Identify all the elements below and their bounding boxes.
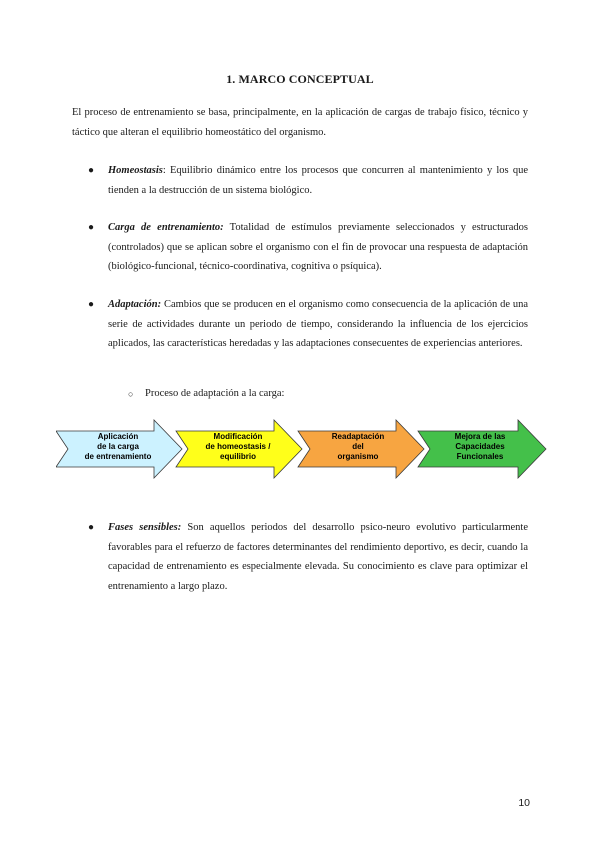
flow-step-3-line-3: organismo xyxy=(337,452,379,461)
flow-step-4-line-3: Funcionales xyxy=(456,452,504,461)
bullet-adaptacion xyxy=(88,295,528,354)
bullet-icon: ● xyxy=(88,165,95,176)
flow-step-3-line-1: Readaptación xyxy=(331,432,385,441)
flow-step-readaptacion xyxy=(298,420,424,478)
bullet-homeostasis xyxy=(88,161,528,200)
flow-step-aplicacion xyxy=(56,420,182,478)
bullet-icon: ● xyxy=(88,222,95,233)
bullet-term: Adaptación: xyxy=(108,299,162,310)
bullet-text: Totalidad de estímulos previamente seleccionados y estructurados (controlados) que se aplican sobre el organismo con el fin de provocar una respuesta de adaptación (biológico-funcional, técnico-coordinativa, cognitiva o psíquica). xyxy=(108,222,528,272)
bullet-term: Carga de entrenamiento: xyxy=(108,222,224,233)
bullet-text: Cambios que se producen en el organismo como consecuencia de la aplicación de una serie de actividades durante un periodo de tiempo, considerando la influencia de los ejercicios aplicados, las características heredadas y las adaptaciones consecuentes de experiencias anteriores. xyxy=(108,299,528,349)
flow-step-1-line-3: de entrenamiento xyxy=(84,452,152,461)
flow-step-4-line-1: Mejora de las xyxy=(454,432,506,441)
bullet-text: Son aquellos periodos del desarrollo psico-neuro evolutivo particularmente favorables para el refuerzo de factores determinantes del rendimiento deportivo, es decir, cuando la capacidad de entrenamiento es especialmente elevada. Su conocimiento es clave para optimizar el entrenamiento a largo plazo. xyxy=(108,522,528,592)
hollow-circle-icon: ○ xyxy=(128,389,134,399)
flow-step-1-line-2: de la carga xyxy=(97,442,139,451)
flow-step-2-line-2: de homeostasis / xyxy=(205,442,271,451)
sub-bullet-text: Proceso de adaptación a la carga: xyxy=(145,388,285,399)
bullet-term: Fases sensibles: xyxy=(108,522,182,533)
bullet-fases-sensibles xyxy=(88,518,528,596)
bullet-text: : Equilibrio dinámico entre los procesos que concurren al mantenimiento y los que tienden a la destrucción de un sistema biológico. xyxy=(108,165,528,196)
bullet-icon: ● xyxy=(88,299,95,310)
page-number: 10 xyxy=(518,797,530,809)
flow-step-4-line-2: Capacidades xyxy=(455,442,505,451)
section-title: 1. MARCO CONCEPTUAL xyxy=(226,72,374,86)
flow-step-mejora xyxy=(418,420,546,478)
sub-bullet-proceso xyxy=(128,387,285,401)
bullet-term: Homeostasis xyxy=(108,165,163,176)
bullet-carga xyxy=(88,218,528,277)
flow-step-2-line-3: equilibrio xyxy=(220,452,256,461)
intro-paragraph: El proceso de entrenamiento se basa, principalmente, en la aplicación de cargas de trabajo físico, técnico y táctico que alteran el equilibrio homeostático del organismo. xyxy=(72,107,528,138)
adaptation-flow-diagram xyxy=(56,418,548,480)
flow-step-3-line-2: del xyxy=(352,442,364,451)
flow-step-modificacion xyxy=(176,420,302,478)
bullet-icon: ● xyxy=(88,522,95,533)
flow-step-2-line-1: Modificación xyxy=(213,432,263,441)
flow-step-1-line-1: Aplicación xyxy=(97,432,139,441)
